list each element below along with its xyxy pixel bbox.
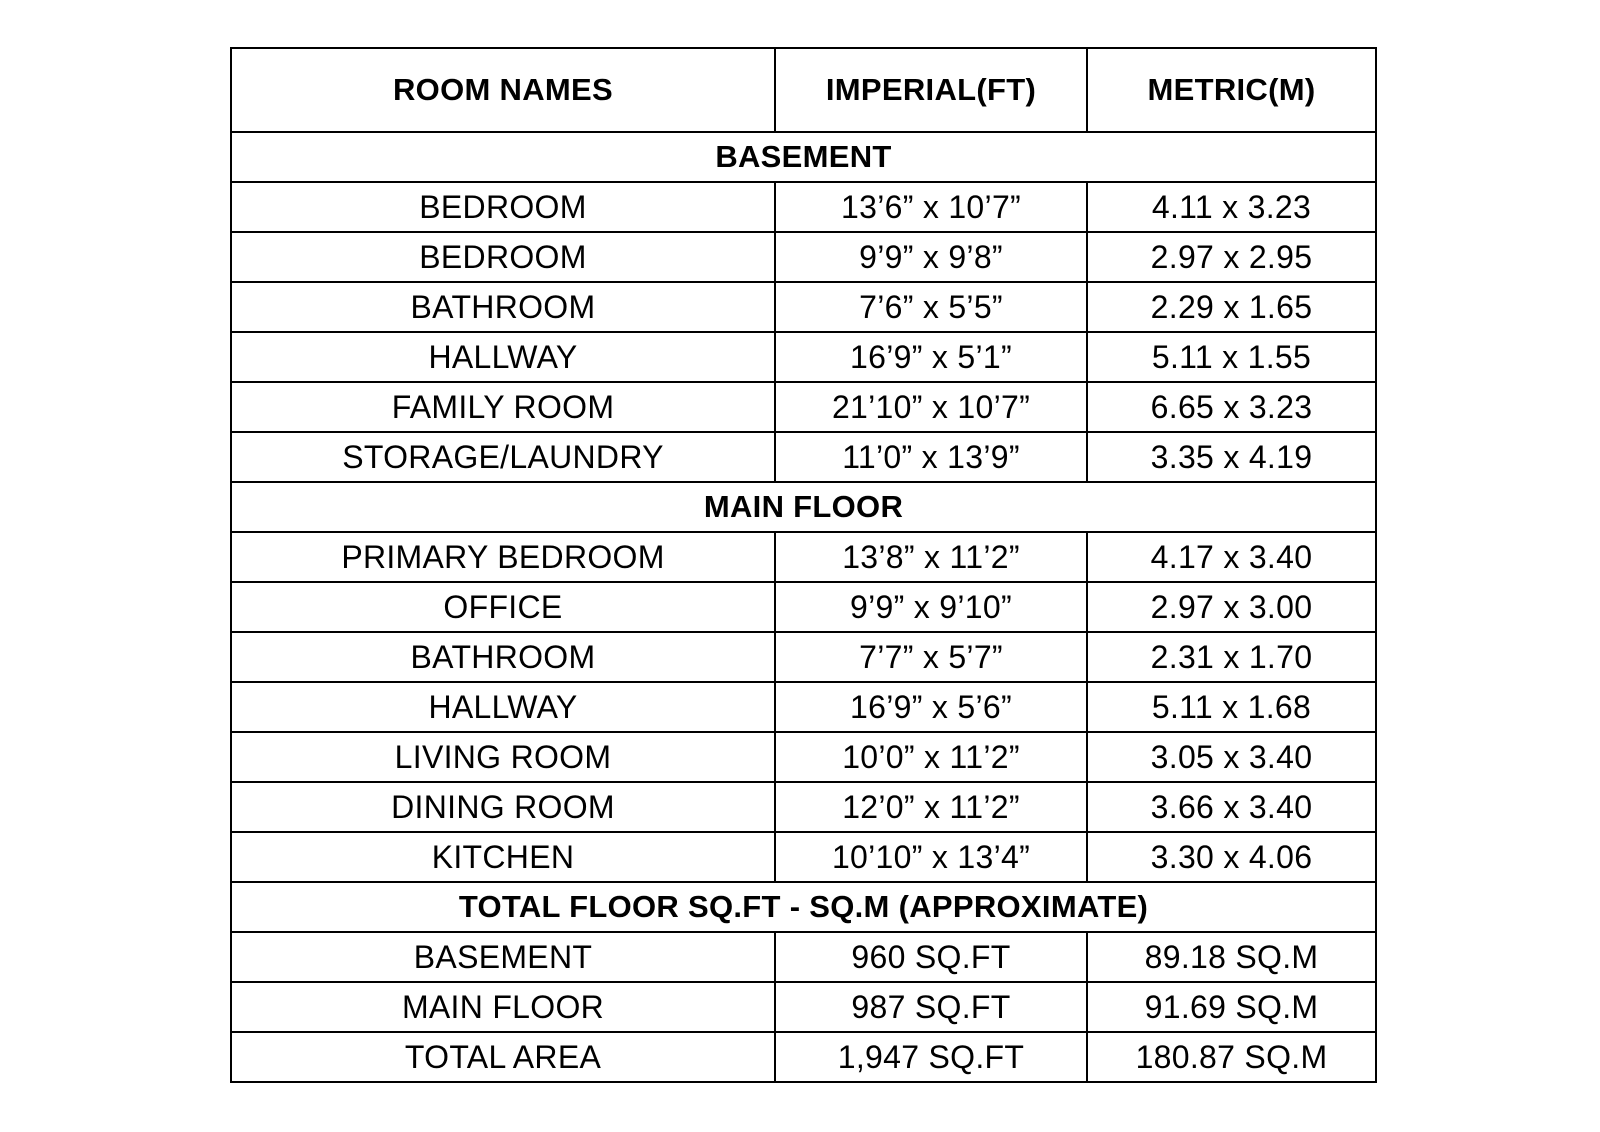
table-row <box>231 282 1376 332</box>
table-row <box>231 782 1376 832</box>
table-row <box>231 382 1376 432</box>
room-name: STORAGE/LAUNDRY <box>231 432 775 482</box>
header-metric: METRIC(M) <box>1087 48 1376 132</box>
table-row <box>231 432 1376 482</box>
table-header-row <box>231 48 1376 132</box>
imperial-value: 7’7” x 5’7” <box>775 632 1087 682</box>
metric-value: 2.31 x 1.70 <box>1087 632 1376 682</box>
room-name: KITCHEN <box>231 832 775 882</box>
section-row-basement <box>231 132 1376 182</box>
metric-value: 3.66 x 3.40 <box>1087 782 1376 832</box>
metric-value: 3.30 x 4.06 <box>1087 832 1376 882</box>
imperial-area: 1,947 SQ.FT <box>775 1032 1087 1082</box>
room-name: PRIMARY BEDROOM <box>231 532 775 582</box>
section-title: TOTAL FLOOR SQ.FT - SQ.M (APPROXIMATE) <box>231 882 1376 932</box>
room-name: HALLWAY <box>231 332 775 382</box>
metric-value: 2.97 x 2.95 <box>1087 232 1376 282</box>
imperial-value: 21’10” x 10’7” <box>775 382 1087 432</box>
table-body <box>231 132 1376 1082</box>
metric-area: 89.18 SQ.M <box>1087 932 1376 982</box>
room-name: LIVING ROOM <box>231 732 775 782</box>
room-name: HALLWAY <box>231 682 775 732</box>
header-imperial: IMPERIAL(FT) <box>775 48 1087 132</box>
room-name: BATHROOM <box>231 282 775 332</box>
table-row <box>231 232 1376 282</box>
metric-value: 6.65 x 3.23 <box>1087 382 1376 432</box>
section-title: MAIN FLOOR <box>231 482 1376 532</box>
metric-value: 2.29 x 1.65 <box>1087 282 1376 332</box>
metric-area: 180.87 SQ.M <box>1087 1032 1376 1082</box>
table-row <box>231 532 1376 582</box>
metric-value: 3.35 x 4.19 <box>1087 432 1376 482</box>
room-name: OFFICE <box>231 582 775 632</box>
imperial-value: 7’6” x 5’5” <box>775 282 1087 332</box>
area-name: TOTAL AREA <box>231 1032 775 1082</box>
imperial-value: 12’0” x 11’2” <box>775 782 1087 832</box>
metric-value: 5.11 x 1.55 <box>1087 332 1376 382</box>
metric-value: 4.11 x 3.23 <box>1087 182 1376 232</box>
imperial-value: 13’6” x 10’7” <box>775 182 1087 232</box>
imperial-value: 16’9” x 5’1” <box>775 332 1087 382</box>
room-name: BATHROOM <box>231 632 775 682</box>
area-name: MAIN FLOOR <box>231 982 775 1032</box>
table-row <box>231 982 1376 1032</box>
imperial-area: 987 SQ.FT <box>775 982 1087 1032</box>
section-row-main-floor <box>231 482 1376 532</box>
table-row <box>231 182 1376 232</box>
table-row <box>231 1032 1376 1082</box>
table-row <box>231 332 1376 382</box>
room-name: BEDROOM <box>231 232 775 282</box>
table-row <box>231 632 1376 682</box>
imperial-value: 11’0” x 13’9” <box>775 432 1087 482</box>
metric-area: 91.69 SQ.M <box>1087 982 1376 1032</box>
room-name: DINING ROOM <box>231 782 775 832</box>
table-row <box>231 932 1376 982</box>
section-title: BASEMENT <box>231 132 1376 182</box>
table-row <box>231 682 1376 732</box>
metric-value: 5.11 x 1.68 <box>1087 682 1376 732</box>
imperial-value: 16’9” x 5’6” <box>775 682 1087 732</box>
room-name: FAMILY ROOM <box>231 382 775 432</box>
imperial-value: 9’9” x 9’8” <box>775 232 1087 282</box>
room-dimensions-table <box>230 47 1377 1083</box>
table-row <box>231 732 1376 782</box>
imperial-value: 10’0” x 11’2” <box>775 732 1087 782</box>
imperial-value: 9’9” x 9’10” <box>775 582 1087 632</box>
imperial-value: 13’8” x 11’2” <box>775 532 1087 582</box>
metric-value: 4.17 x 3.40 <box>1087 532 1376 582</box>
imperial-area: 960 SQ.FT <box>775 932 1087 982</box>
header-room-names: ROOM NAMES <box>231 48 775 132</box>
section-row-totals <box>231 882 1376 932</box>
metric-value: 3.05 x 3.40 <box>1087 732 1376 782</box>
metric-value: 2.97 x 3.00 <box>1087 582 1376 632</box>
table-row <box>231 832 1376 882</box>
imperial-value: 10’10” x 13’4” <box>775 832 1087 882</box>
table-row <box>231 582 1376 632</box>
area-name: BASEMENT <box>231 932 775 982</box>
room-name: BEDROOM <box>231 182 775 232</box>
